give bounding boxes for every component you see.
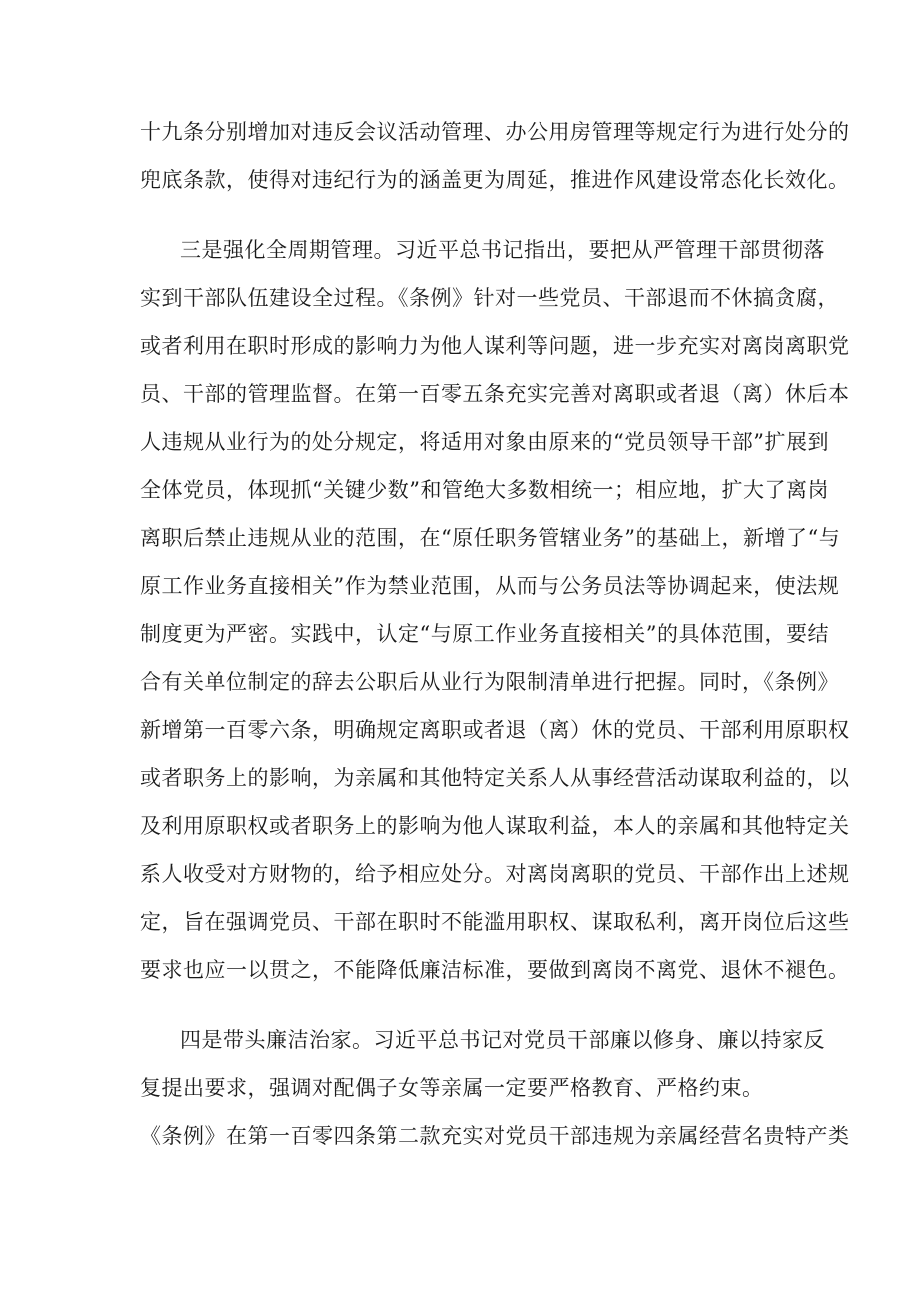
- text-line: 三是强化全周期管理。习近平总书记指出，要把从严管理干部贯彻落: [180, 238, 825, 262]
- text-line: 定，旨在强调党员、干部在职时不能滥用职权、谋取私利，离开岗位后这些: [140, 910, 850, 934]
- text-line: 制度更为严密。实践中，认定“与原工作业务直接相关”的具体范围，要结: [140, 622, 829, 646]
- text-line: 兜底条款，使得对违纪行为的涵盖更为周延，推进作风建设常态化长效化。: [140, 168, 850, 192]
- text-line: 离职后禁止违规从业的范围，在“原任职务管辖业务”的基础上，新增了“与: [140, 526, 841, 550]
- text-line: 或者利用在职时形成的影响力为他人谋利等问题，进一步充实对离岗离职党: [140, 334, 850, 358]
- text-line: 全体党员，体现抓“关键少数”和管绝大多数相统一；相应地，扩大了离岗: [140, 478, 829, 502]
- text-line: 合有关单位制定的辞去公职后从业行为限制清单进行把握。同时，《条例》: [140, 670, 839, 694]
- text-line: 要求也应一以贯之，不能降低廉洁标准，要做到离岗不离党、退休不褪色。: [140, 958, 850, 982]
- text-line: 《条例》在第一百零四条第二款充实对党员干部违规为亲属经营名贵特产类: [140, 1124, 850, 1148]
- text-line: 或者职务上的影响，为亲属和其他特定关系人从事经营活动谋取利益的，以: [140, 766, 850, 790]
- text-line: 复提出要求，强调对配偶子女等亲属一定要严格教育、严格约束。: [140, 1076, 764, 1100]
- text-line: 十九条分别增加对违反会议活动管理、办公用房管理等规定行为进行处分的: [140, 120, 850, 144]
- text-line: 人违规从业行为的处分规定，将适用对象由原来的“党员领导干部”扩展到: [140, 430, 829, 454]
- text-line: 实到干部队伍建设全过程。《条例》针对一些党员、干部退而不休搞贪腐，: [140, 286, 839, 310]
- text-line: 新增第一百零六条，明确规定离职或者退（离）休的党员、干部利用原职权: [140, 718, 850, 742]
- text-line: 及利用原职权或者职务上的影响为他人谋取利益，本人的亲属和其他特定关: [140, 814, 850, 838]
- text-line: 系人收受对方财物的，给予相应处分。对离岗离职的党员、干部作出上述规: [140, 862, 850, 886]
- text-line: 员、干部的管理监督。在第一百零五条充实完善对离职或者退（离）休后本: [140, 382, 850, 406]
- text-line: 原工作业务直接相关”作为禁业范围，从而与公务员法等协调起来，使法规: [140, 574, 840, 598]
- text-line: 四是带头廉洁治家。习近平总书记对党员干部廉以修身、廉以持家反: [180, 1028, 825, 1052]
